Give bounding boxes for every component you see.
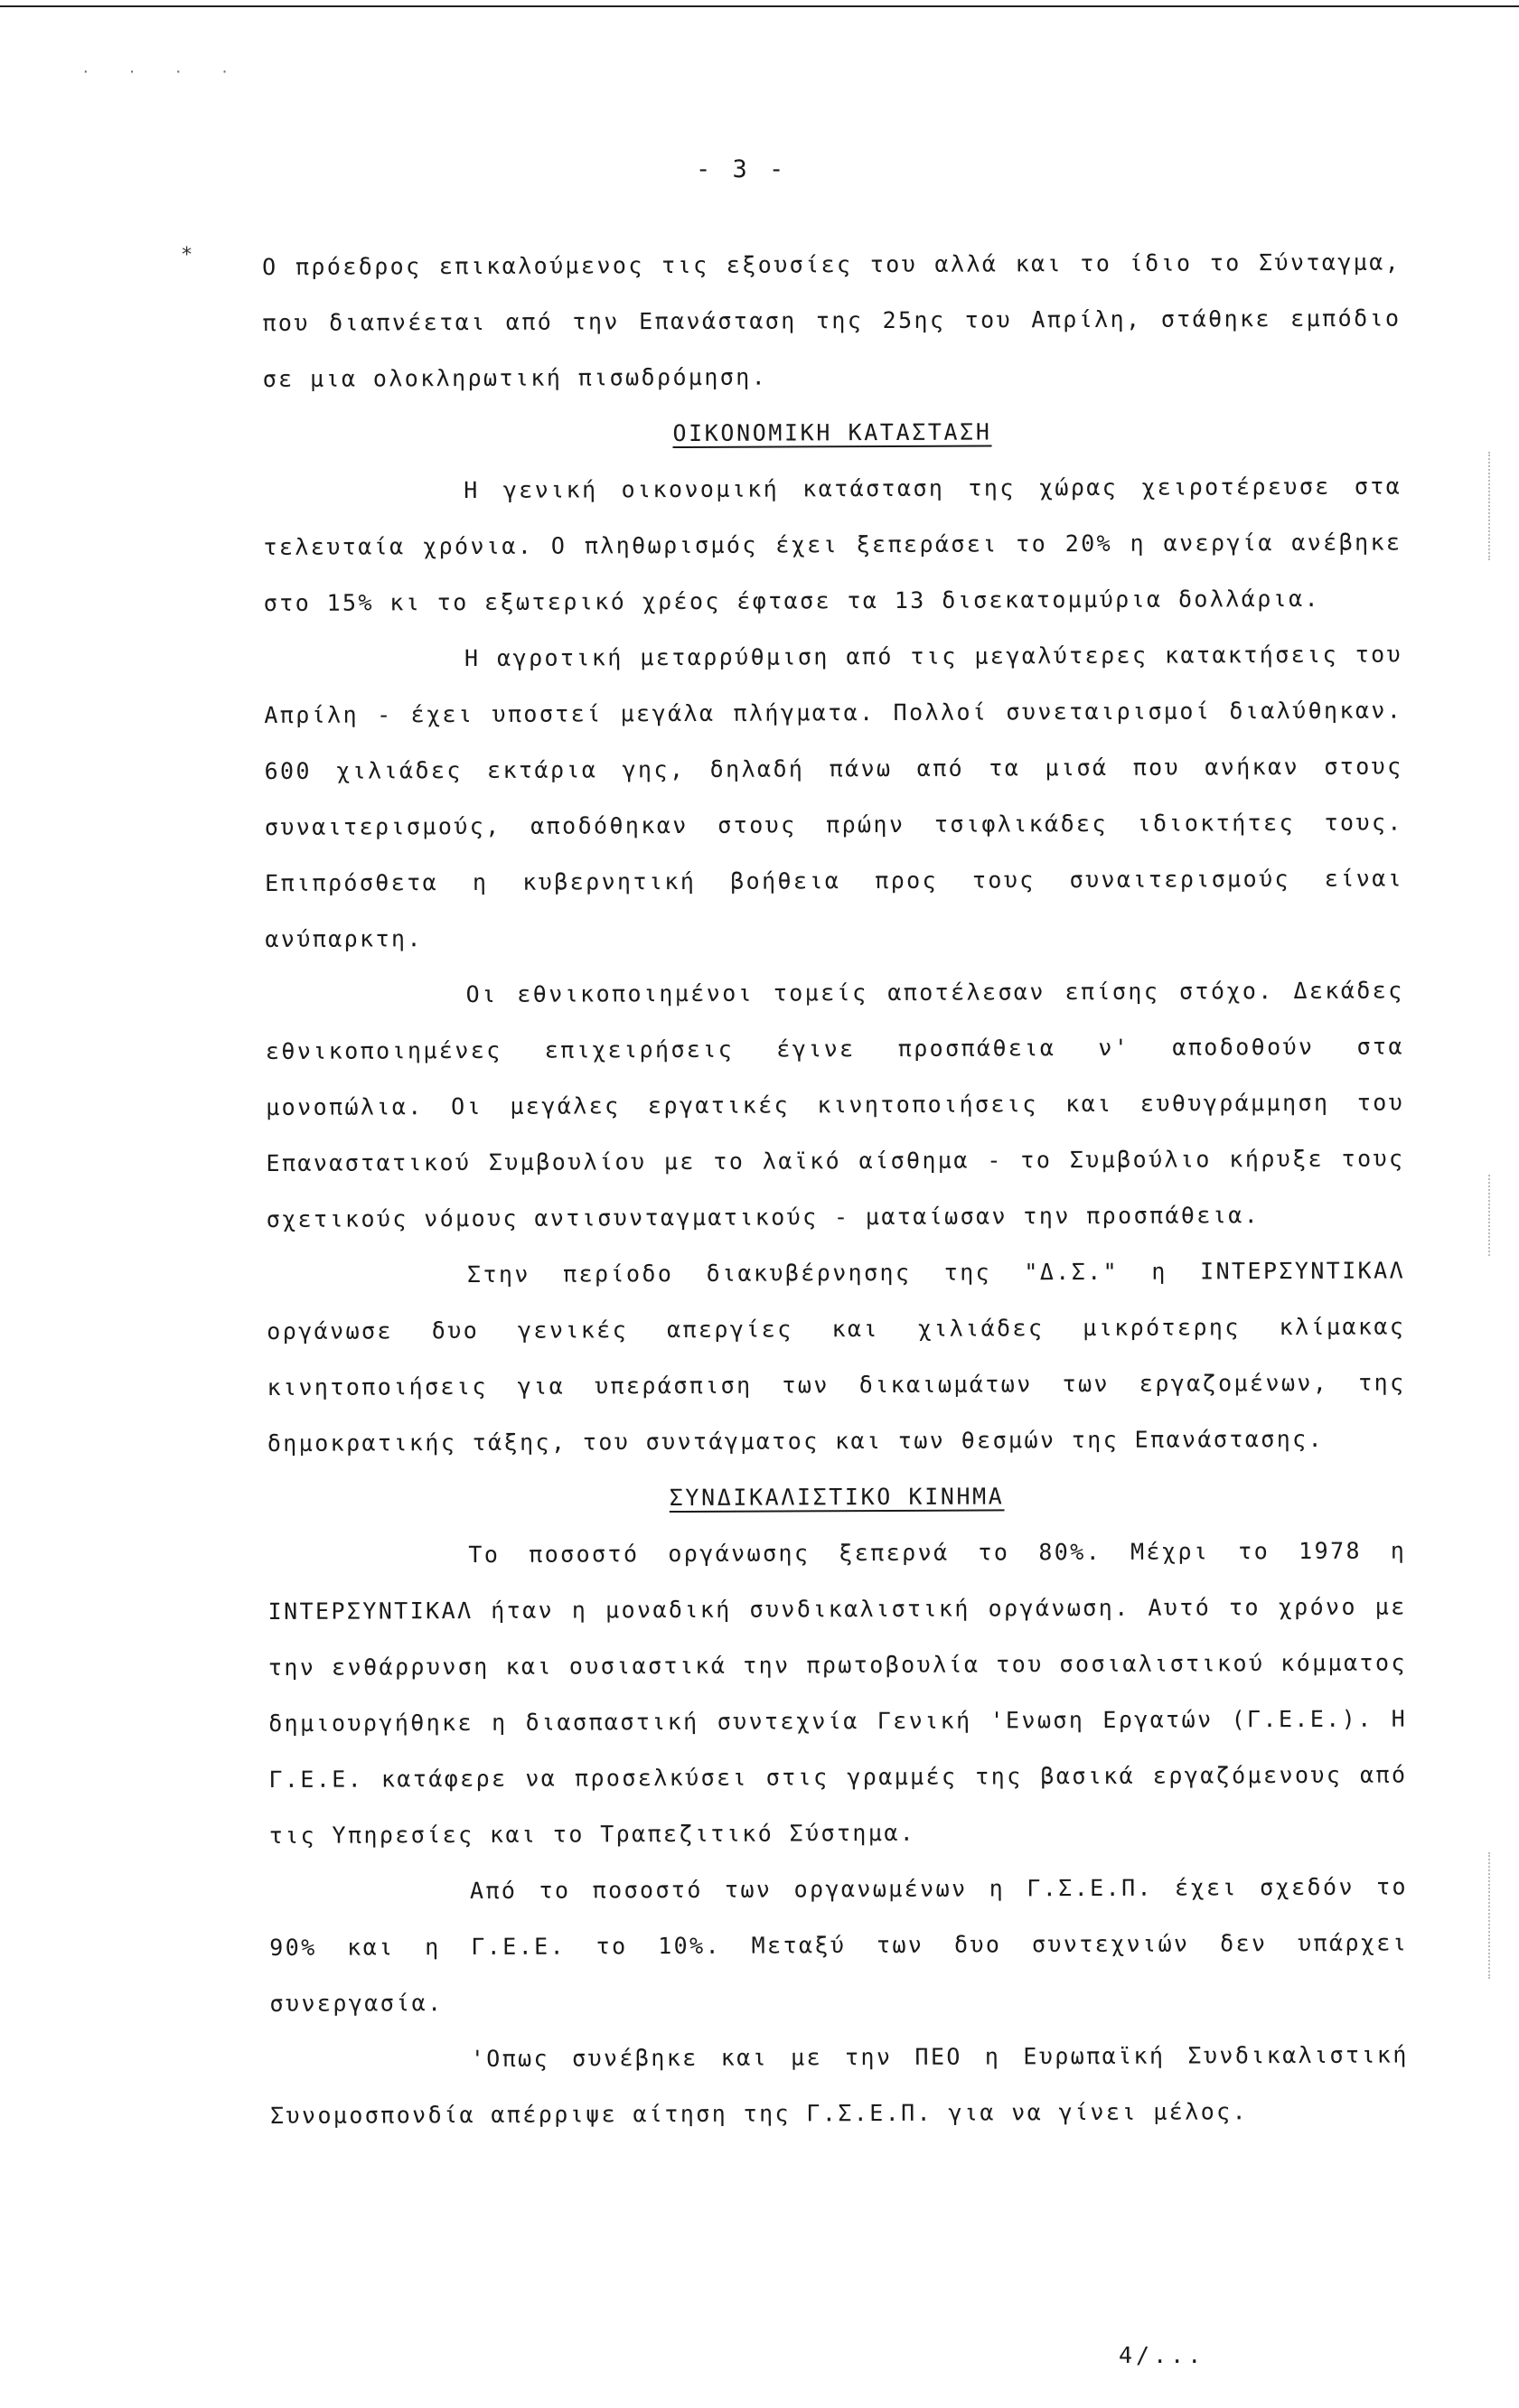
margin-asterisk: * [181,244,193,267]
section-heading: ΟΙΚΟΝΟΜΙΚΗ ΚΑΤΑΣΤΑΣΗ [672,418,992,447]
document-body [262,235,1409,2144]
page-number: - 3 - [696,155,788,183]
paragraph: Οι εθνικοποιημένοι τομείς αποτέλεσαν επίσης στόχο. Δεκάδες εθνικοποιημένες επιχειρήσεις έγινε προσπάθεια ν' αποδοθούν στα μονοπώλια. Οι μεγάλες εργατικές κινητοποιήσεις και ευθυγράμμηση του Επαναστατικού Συμβουλίου με το λαϊκό αίσθημα - το Συμβούλιο κήρυξε τους σχετικούς νόμους αντισυνταγματικούς - ματαίωσαν την προσπάθεια. [265,977,1405,1232]
paragraph: Το ποσοστό οργάνωσης ξεπερνά το 80%. Μέχρι το 1978 η ΙΝΤΕΡΣΥΝΤΙΚΑΛ ήταν η μοναδική συνδικαλιστική οργάνωση. Αυτό το χρόνο με την ενθάρρυνση και ουσιαστικά την πρωτοβουλία του σοσιαλιστικού κόμματος δημιουργήθηκε η διασπαστική συντεχνία Γενική 'Ενωση Εργατών (Γ.Ε.Ε.). Η Γ.Ε.Ε. κατάφερε να προσελκύσει στις γραμμές της βασικά εργαζόμενους από τις Υπηρεσίες και το Τραπεζιτικό Σύστημα. [267,1537,1408,1849]
paragraph: Η γενική οικονομική κατάσταση της χώρας χειροτέρευσε στα τελευταία χρόνια. Ο πληθωρισμός έχει ξεπεράσει το 20% η ανεργία ανέβηκε στο 15% κι το εξωτερικό χρέος έφτασε τα 13 δισεκατομμύρια δολλάρια. [263,473,1402,616]
paragraph: Η αγροτική μεταρρύθμιση από τις μεγαλύτερες κατακτήσεις του Απρίλη - έχει υποστεί μεγάλα πλήγματα. Πολλοί συνεταιρισμοί διαλύθηκαν. 600 χιλιάδες εκτάρια γης, δηλαδή πάνω από τα μισά που ανήκαν στους συναιτερισμούς, αποδόθηκαν στους πρώην τσιφλικάδες ιδιοκτήτες τους. Επιπρόσθετα η κυβερνητική βοήθεια προς τους συναιτερισμούς είναι ανύπαρκτη. [264,641,1404,952]
paragraph: Ο πρόεδρος επικαλούμενος τις εξουσίες του αλλά και το ίδιο το Σύνταγμα, που διαπνέεται από την Επανάσταση της 25ης του Απρίλη, στάθηκε εμπόδιο σε μια ολοκληρωτική πισωδρόμηση. [262,248,1402,392]
paragraph: 'Οπως συνέβηκε και με την ΠΕΟ η Ευρωπαϊκή Συνδικαλιστική Συνομοσπονδία απέρριψε αίτηση της Γ.Σ.Ε.Π. για να γίνει μέλος. [269,2041,1409,2129]
scan-edge-noise [1488,452,1503,560]
top-border-line [0,5,1519,7]
scan-edge-noise [1488,1852,1503,1979]
paragraph: Από το ποσοστό των οργανωμένων η Γ.Σ.Ε.Π. έχει σχεδόν το 90% και η Γ.Ε.Ε. το 10%. Μεταξύ των δυο συντεχνιών δεν υπάρχει συνεργασία. [269,1873,1409,2017]
scan-specks: · · · · [81,63,244,80]
continuation-marker: 4/... [1119,2342,1205,2368]
paragraph: Στην περίοδο διακυβέρνησης της "Δ.Σ." η ΙΝΤΕΡΣΥΝΤΙΚΑΛ οργάνωσε δυο γενικές απεργίες και χιλιάδες μικρότερης κλίμακας κινητοποιήσεις για υπεράσπιση των δικαιωμάτων των εργαζομένων, της δημοκρατικής τάξης, του συντάγματος και των θεσμών της Επανάστασης. [267,1257,1406,1457]
section-heading: ΣΥΝΔΙΚΑΛΙΣΤΙΚΟ ΚΙΝΗΜΑ [669,1483,1005,1512]
scan-edge-noise [1488,1175,1503,1256]
